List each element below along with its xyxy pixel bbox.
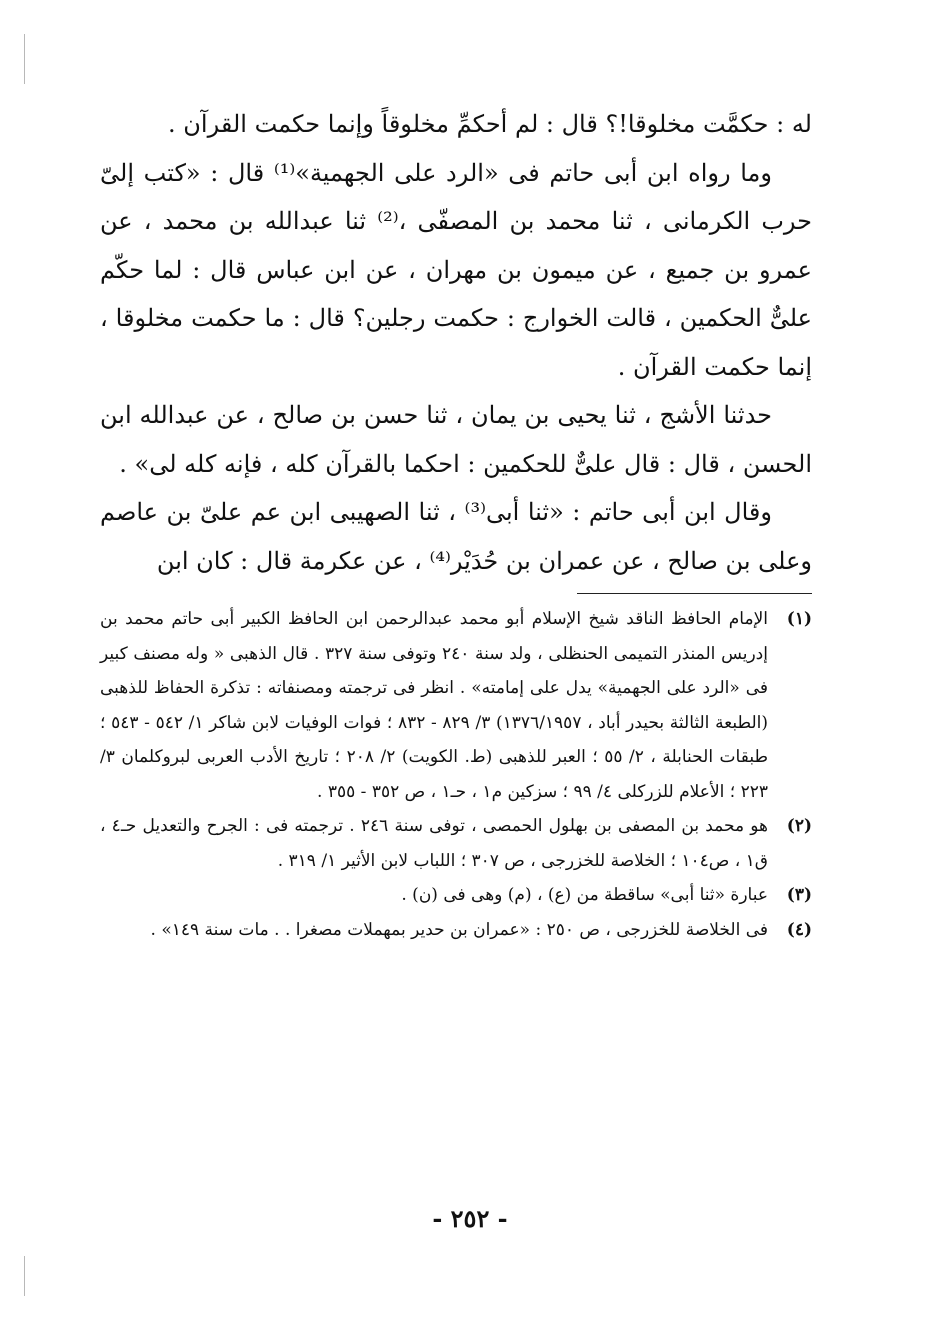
footnote-text: عبارة «ثنا أبى» ساقطة من (ع) ، (م) وهى فى (ن) . bbox=[401, 885, 768, 905]
paragraph-1: له : حكمَّت مخلوقا!؟ قال : لم أحكمِّ مخلوقاً وإنما حكمت القرآن . bbox=[168, 110, 812, 138]
footnotes bbox=[100, 602, 812, 947]
page-number: - ٢٥٢ - bbox=[432, 1204, 508, 1233]
footnote-number: (٢) bbox=[786, 816, 812, 836]
footnote-text: فى الخلاصة للخزرجى ، ص ٢٥٠ : «عمران بن حدير بمهملات مصغرا . . مات سنة ١٤٩» . bbox=[150, 919, 768, 940]
scan-margin-mark-top bbox=[24, 34, 25, 84]
book-page bbox=[100, 100, 812, 947]
footnote-2 bbox=[100, 809, 812, 878]
footnote-separator bbox=[577, 593, 812, 594]
paragraph-3: حدثنا الأشج ، ثنا يحيى بن يمان ، ثنا حسن بن صالح ، عن عبدالله ابن الحسن ، قال : قال علىٌّ للحكمين : احكما بالقرآن كله ، فإنه كله لى» . bbox=[100, 401, 812, 478]
footnote-number: (٤) bbox=[786, 919, 812, 940]
scan-margin-mark-bottom bbox=[24, 1256, 25, 1296]
main-text bbox=[100, 100, 812, 585]
footnote-number: (١) bbox=[786, 609, 812, 629]
paragraph-2: وما رواه ابن أبى حاتم فى «الرد على الجهمية»⁽¹⁾ قال : «كتب إلىّ حرب الكرمانى ، ثنا محمد بن المصفّى ،⁽²⁾ ثنا عبدالله بن محمد ، عن عمرو بن جميع ، عن ميمون بن مهران ، عن ابن عباس قال : لما حكّم علىٌّ الحكمين ، قالت الخوارج : حكمت رجلين؟ قال : ما حكمت مخلوقا ، إنما حكمت القرآن . bbox=[100, 158, 812, 381]
footnote-text: الإمام الحافظ الناقد شيخ الإسلام أبو محمد عبدالرحمن ابن الحافظ الكبير أبى حاتم محمد بن إدريس المنذر التميمى الحنظلى ، ولد سنة ٢٤٠ وتوفى سنة ٣٢٧ . قال الذهبى « وله مصنف كبير فى «الرد على الجهمية» يدل على إمامته» . انظر فى ترجمته ومصنفاته : تذكرة الحفاظ للذهبى (الطبعة الثالثة بحيدر أباد ، ١٣٧٦/١٩٥٧) ٣/ ٨٢٩ - ٨٣٢ ؛ فوات الوفيات لابن شاكر ١/ ٥٤٢ - ٥٤٣ ؛ طبقات الحنابلة ، ٢/ ٥٥ ؛ العبر للذهبى (ط. الكويت) ٢/ ٢٠٨ ؛ تاريخ الأدب العربى لبروكلمان ٣/ ٢٢٣ ؛ الأعلام للزركلى ٤/ ٩٩ ؛ سزكين م١ ، حـ١ ، ص ٣٥٢ - ٣٥٥ . bbox=[100, 609, 768, 802]
footnote-number: (٣) bbox=[786, 885, 812, 905]
footnote-4 bbox=[100, 913, 812, 948]
footnote-text: هو محمد بن المصفى بن بهلول الحمصى ، توفى سنة ٢٤٦ . ترجمته فى : الجرح والتعديل حـ٤ ، ق١ ، ص١٠٤ ؛ الخلاصة للخزرجى ، ص ٣٠٧ ؛ اللباب لابن الأثير ١/ ٣١٩ . bbox=[100, 816, 768, 871]
footnote-1 bbox=[100, 602, 812, 809]
paragraph-4: وقال ابن أبى حاتم : «ثنا أبى⁽³⁾ ، ثنا الصهيبى ابن عم علىّ بن عاصم وعلى بن صالح ، عن عمران بن حُدَيْر⁽⁴⁾ ، عن عكرمة قال : كان ابن bbox=[100, 498, 812, 575]
footnote-3 bbox=[100, 878, 812, 913]
